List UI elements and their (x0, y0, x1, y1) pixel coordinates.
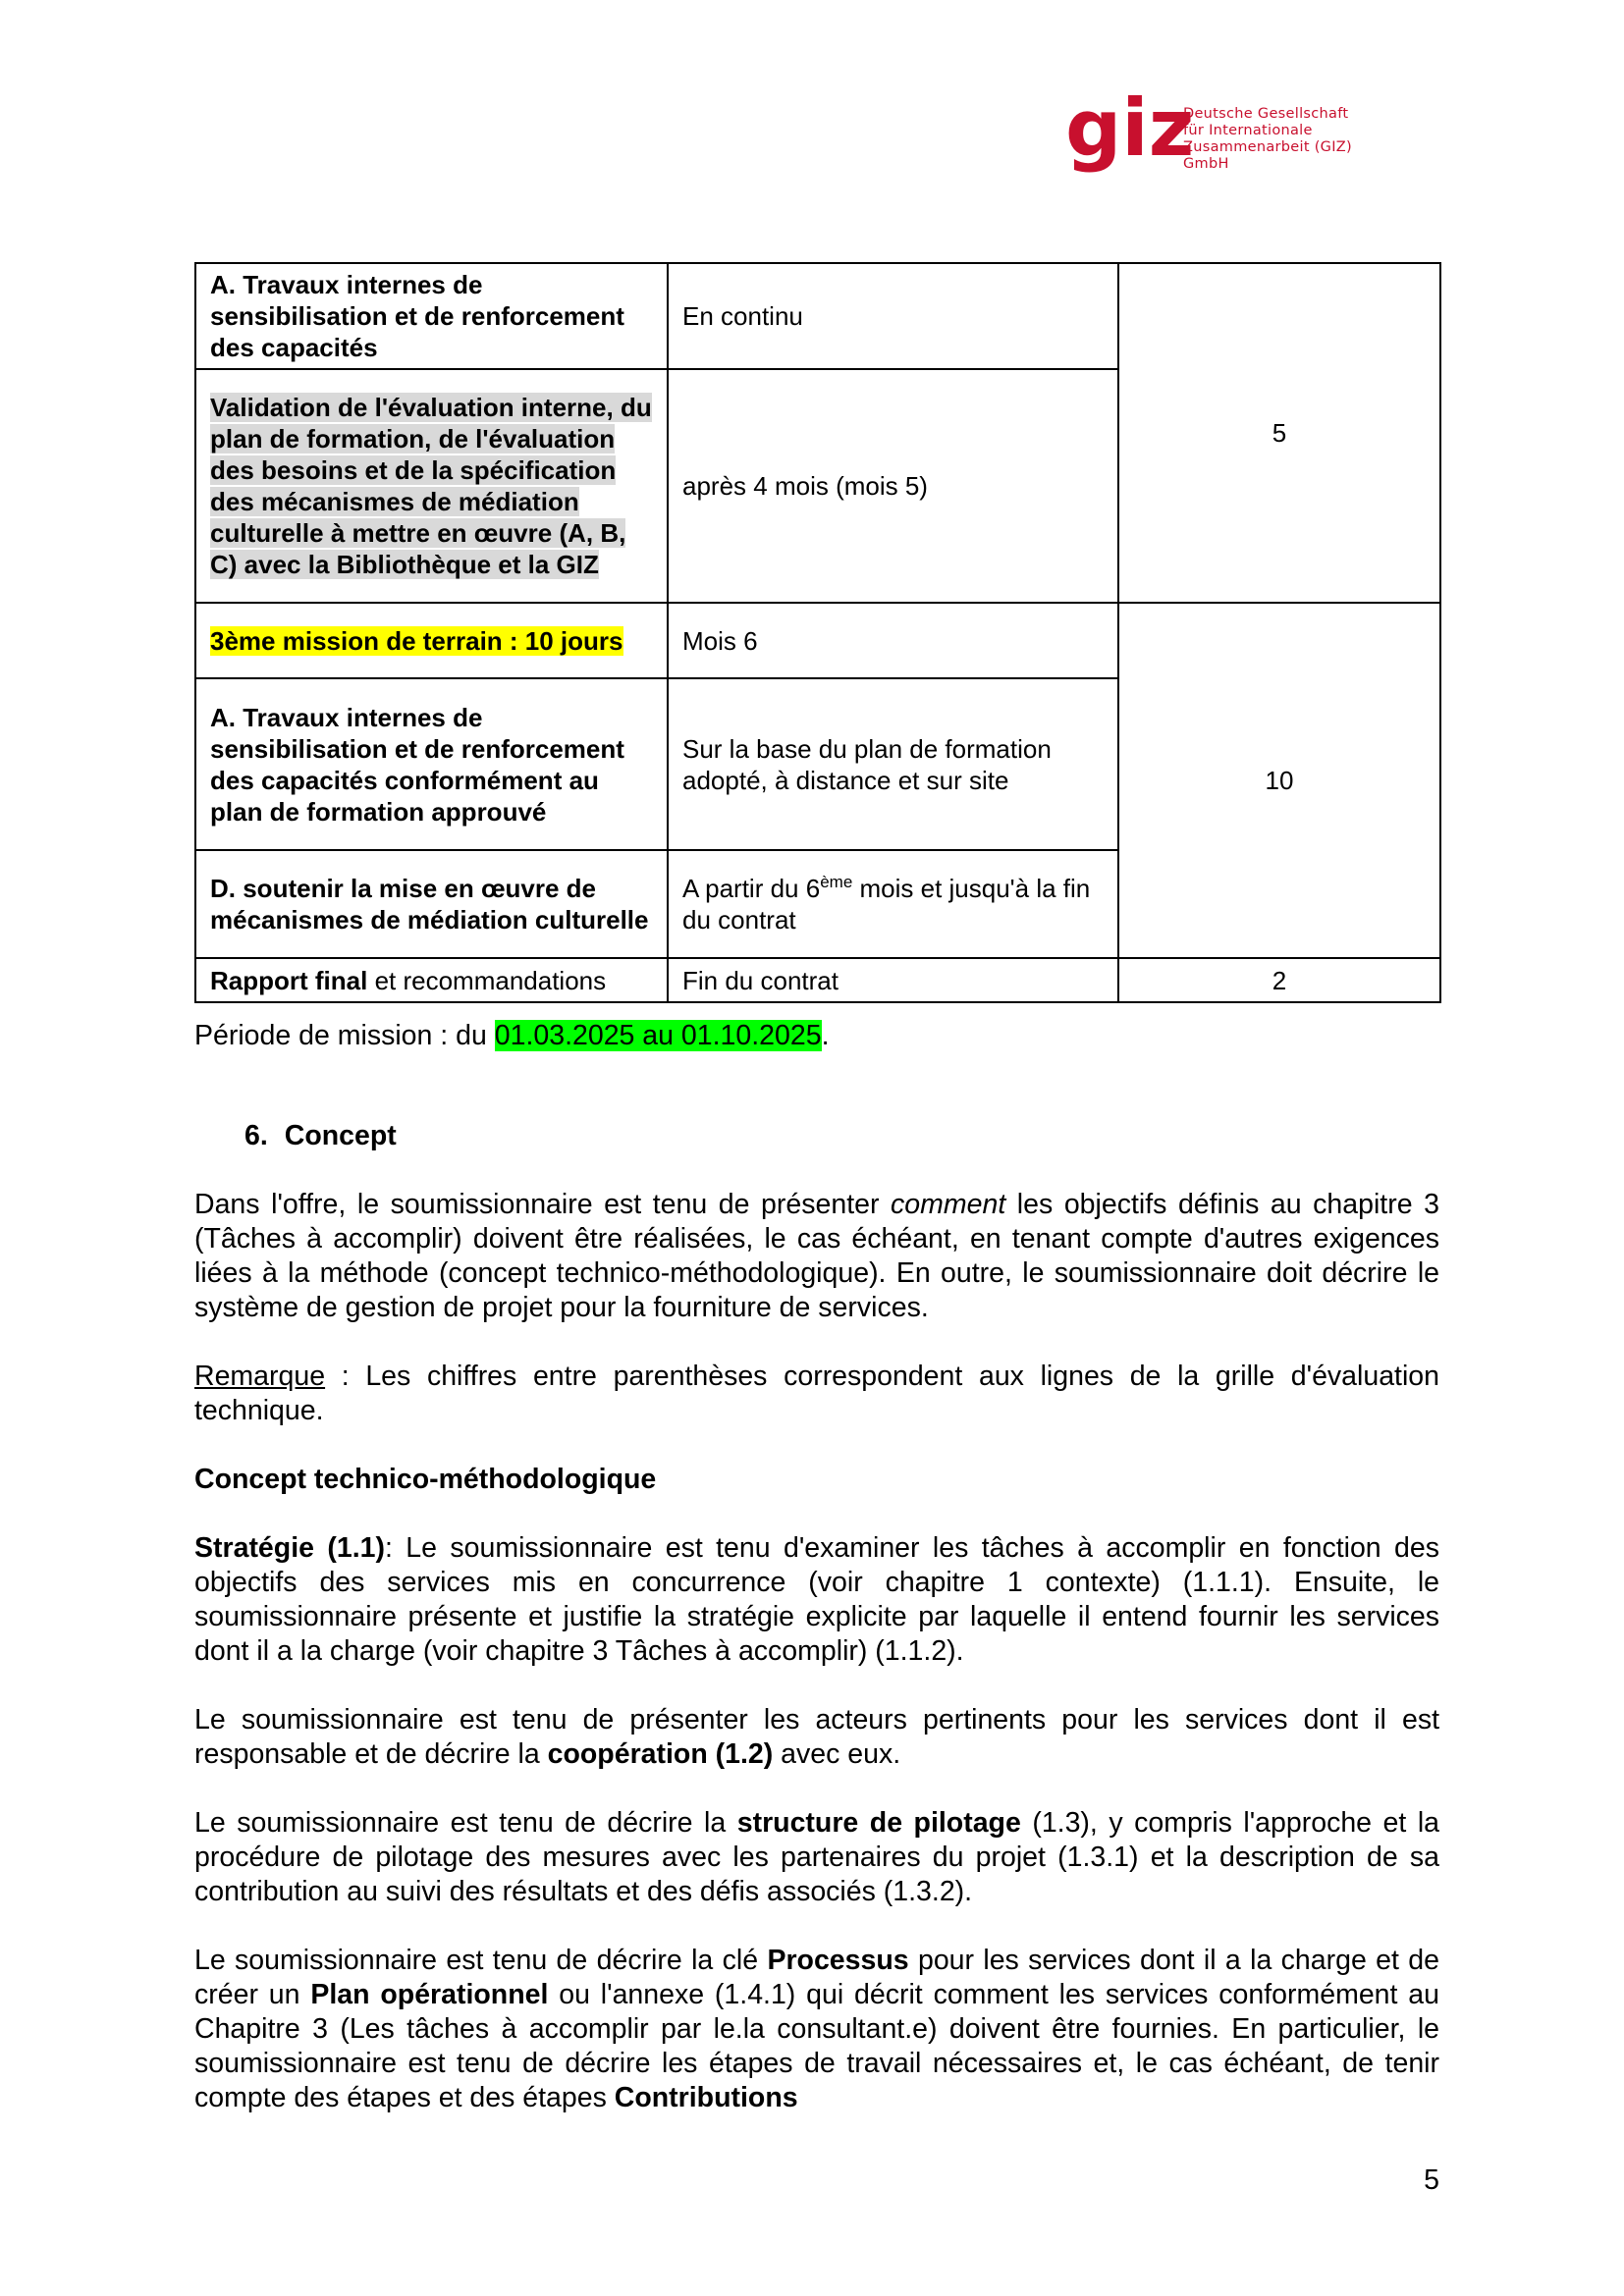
activity-cell: A. Travaux internes de sensibilisation et de renforcement des capacités conformément au plan de formation approuvé (195, 678, 668, 850)
mission-dates: 01.03.2025 au 01.10.2025 (494, 1020, 822, 1051)
timing-cell: A partir du 6ème mois et jusqu'à la fin du contrat (668, 850, 1118, 958)
paragraph-strategy: Stratégie (1.1): Le soumissionnaire est tenu d'examiner les tâches à accomplir en fonction des objectifs des services mis en concurrence (voir chapitre 1 contexte) (1.1.1). Ensuite, le soumissionnaire présente et justifie la stratégie explicite par laquelle il entend fournir les services dont il a la charge (voir chapitre 3 Tâches à accomplir) (1.1.2). (194, 1532, 1439, 1667)
logo-line-3: Zusammenarbeit (GIZ) GmbH (1183, 139, 1352, 172)
timing-cell: après 4 mois (mois 5) (668, 369, 1118, 603)
activity-cell: A. Travaux internes de sensibilisation et de renforcement des capacités (195, 263, 668, 369)
mission-schedule-table (194, 262, 1441, 1003)
activity-cell: Rapport final et recommandations (195, 958, 668, 1002)
subheading-concept: Concept technico-méthodologique (194, 1464, 657, 1495)
mission-period: Période de mission : du 01.03.2025 au 01.10.2025. (194, 1020, 830, 1051)
activity-cell: D. soutenir la mise en œuvre de mécanismes de médiation culturelle (195, 850, 668, 958)
paragraph-remark: Remarque : Les chiffres entre parenthèses correspondent aux lignes de la grille d'évaluation technique. (194, 1361, 1439, 1426)
timing-cell: En continu (668, 263, 1118, 369)
days-cell: 10 (1118, 603, 1440, 958)
logo-mark-text: giz (1065, 82, 1195, 174)
activity-cell: 3ème mission de terrain : 10 jours (195, 603, 668, 678)
paragraph-processus: Le soumissionnaire est tenu de décrire la clé Processus pour les services dont il a la charge et de créer un Plan opérationnel ou l'annexe (1.4.1) qui décrit comment les services conformément au Chapitre 3 (Les tâches à accomplir par le.la consultant.e) doivent être fournies. En particulier, le soumissionnaire est tenu de décrire les étapes de travail nécessaires et, le cas échéant, de tenir compte des étapes et des étapes Contributions (194, 1945, 1439, 2113)
giz-logo-mark-icon (1065, 82, 1195, 185)
table-row (195, 263, 1440, 369)
section-number: 6. (244, 1120, 268, 1151)
timing-cell: Sur la base du plan de formation adopté, à distance et sur site (668, 678, 1118, 850)
logo-company-name (1183, 106, 1399, 173)
paragraph-cooperation: Le soumissionnaire est tenu de présenter les acteurs pertinents pour les services dont il est responsable et de décrire la coopération (1.2) avec eux. (194, 1704, 1439, 1770)
section-heading (244, 1119, 1423, 1153)
days-cell: 2 (1118, 958, 1440, 1002)
activity-cell: Validation de l'évaluation interne, du plan de formation, de l'évaluation des besoins et de la spécification des mécanismes de médiation culturelle à mettre en œuvre (A, B, C) avec la Bibliothèque et la GIZ (195, 369, 668, 603)
days-cell: 5 (1118, 263, 1440, 603)
timing-cell: Fin du contrat (668, 958, 1118, 1002)
section-title: Concept (284, 1120, 397, 1151)
logo-line-1: Deutsche Gesellschaft (1183, 106, 1349, 122)
page-number: 5 (1424, 2164, 1439, 2196)
paragraph-pilotage: Le soumissionnaire est tenu de décrire la structure de pilotage (1.3), y compris l'approche et la procédure de pilotage des mesures avec les partenaires du projet (1.3.1) et la description de sa contribution au suivi des résultats et des défis associés (1.3.2). (194, 1807, 1440, 1907)
paragraph-concept-intro: Dans l'offre, le soumissionnaire est tenu de présenter comment les objectifs définis au chapitre 3 (Tâches à accomplir) doivent être réalisées, le cas échéant, en tenant compte d'autres exigences liées à la méthode (concept technico-méthodologique). En outre, le soumissionnaire doit décrire le système de gestion de projet pour la fourniture de services. (194, 1189, 1439, 1323)
table-row (195, 603, 1440, 678)
giz-logo (1065, 82, 1399, 185)
table-row (195, 958, 1440, 1002)
timing-cell: Mois 6 (668, 603, 1118, 678)
logo-line-2: für Internationale (1183, 123, 1313, 138)
